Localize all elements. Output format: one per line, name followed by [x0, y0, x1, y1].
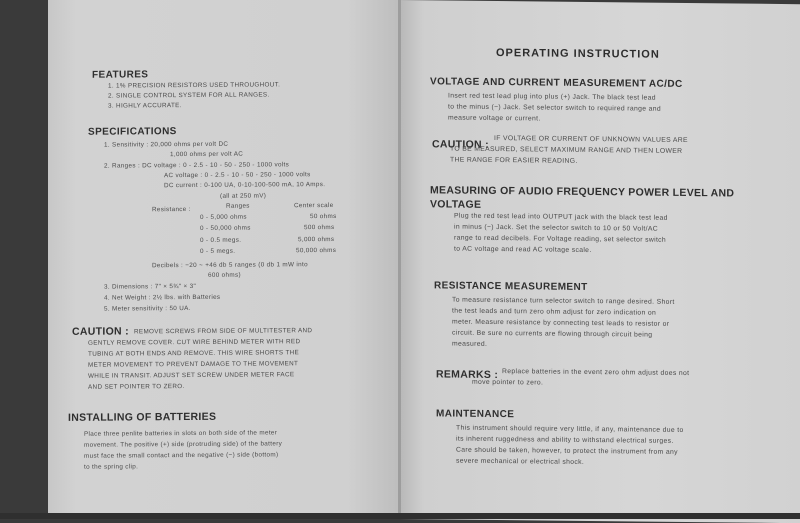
audio-line: Plug the red test lead into OUTPUT jack with the black test lead [454, 212, 668, 222]
caution-line: THE RANGE FOR EASIER READING. [450, 156, 578, 165]
resistance-line: measured. [452, 340, 488, 348]
audio-line: range to read decibels. For Voltage reading, set selector switch [454, 234, 667, 244]
resistance-range: 0 - 50,000 ohms [200, 224, 251, 232]
maintenance-line: Care should be taken, however, to protect the instrument from any [456, 446, 678, 456]
batteries-line: must face the small contact and the negative (−) side (bottom) [84, 451, 279, 460]
caution-line: TO BE MEASURED, SELECT MAXIMUM RANGE AND THEN LOWER [450, 145, 683, 155]
voltage-current-line: to the minus (−) Jack. Set selector switch to required range and [448, 103, 661, 113]
left-page [48, 0, 400, 519]
dimensions-line: 3. Dimensions : 7" × 5¾" × 3" [104, 282, 197, 291]
spec-line: AC voltage : 0 - 2.5 - 10 - 50 - 250 - 1000 volts [164, 171, 311, 180]
maintenance-line: severe mechanical or electrical shock. [456, 457, 585, 466]
resistance-line: circuit. Be sure no currents are flowing through circuit being [452, 329, 653, 339]
remarks-label: REMARKS : [436, 368, 499, 382]
resistance-center: 50 ohms [310, 212, 337, 221]
resistance-center: 5,000 ohms [298, 236, 335, 244]
audio-line: to AC voltage and read AC voltage scale. [454, 245, 592, 255]
batteries-line: Place three penlite batteries in slots on both side of the meter [84, 429, 278, 438]
spec-line: 1. Sensitivity : 20,000 ohms per volt DC [104, 140, 229, 149]
decibels-line-cont: 600 ohms) [208, 271, 241, 279]
spec-line: 2. Ranges : DC voltage : 0 - 2.5 - 10 - 50 - 250 - 1000 volts [104, 161, 290, 170]
specifications-heading: SPECIFICATIONS [88, 126, 177, 138]
caution-line: AND SET POINTER TO ZERO. [88, 383, 185, 391]
voltage-current-heading: VOLTAGE AND CURRENT MEASUREMENT AC/DC [430, 76, 683, 90]
caution-line: WHILE IN TRANSIT. ADJUST SET SCREW UNDER METER FACE [88, 371, 295, 380]
batteries-line: to the spring clip. [84, 463, 139, 471]
feature-item: 3. HIGHLY ACCURATE. [108, 102, 182, 110]
feature-item: 1. 1% PRECISION RESISTORS USED THROUGHOUT. [108, 81, 281, 90]
maintenance-line: This instrument should require very little, if any, maintenance due to [456, 424, 684, 434]
feature-item: 2. SINGLE CONTROL SYSTEM FOR ALL RANGES. [108, 91, 270, 100]
voltage-current-line: Insert red test lead plug into plus (+) Jack. The black test lead [448, 92, 656, 102]
audio-line: in minus (−) Jack. Set the selector switch to 10 or 50 Volt/AC [454, 223, 658, 233]
book-spine [398, 0, 401, 519]
resistance-range: 0 - 5 megs. [200, 247, 236, 255]
remarks-line: Replace batteries in the event zero ohm adjust does not [502, 368, 690, 378]
voltage-current-line: measure voltage or current. [448, 114, 541, 123]
caution-line: GENTLY REMOVE COVER. CUT WIRE BEHIND METER WITH RED [88, 338, 301, 347]
resistance-center: 50,000 ohms [296, 246, 337, 255]
background-bottom [0, 513, 800, 519]
resistance-label: Resistance : [152, 206, 191, 214]
caution-line: REMOVE SCREWS FROM SIDE OF MULTITESTER AND [134, 327, 313, 336]
resistance-line: the test leads and turn zero ohm adjust for zero indication on [452, 307, 657, 317]
ranges-header: Ranges [226, 202, 250, 210]
batteries-heading: INSTALLING OF BATTERIES [68, 410, 217, 424]
spec-line: (all at 250 mV) [220, 192, 267, 200]
features-heading: FEATURES [92, 69, 149, 81]
remarks-line: move pointer to zero. [472, 378, 544, 387]
resistance-center: 500 ohms [304, 224, 335, 232]
meter-sensitivity-line: 5. Meter sensitivity : 50 UA. [104, 305, 191, 313]
maintenance-line: its inherent ruggedness and ability to withstand electrical surges. [456, 435, 674, 445]
resistance-line: meter. Measure resistance by connecting test leads to resistor or [452, 318, 670, 328]
page-title: OPERATING INSTRUCTION [496, 47, 660, 61]
audio-heading: MEASURING OF AUDIO FREQUENCY POWER LEVEL AND [430, 184, 735, 200]
batteries-line: movement. The positive (+) side (protruding side) of the battery [84, 440, 283, 449]
center-scale-header: Center scale [294, 202, 334, 210]
resistance-range: 0 - 0.5 megs. [200, 236, 242, 244]
decibels-line: Decibels : −20 ~ +46 db 5 ranges (0 db 1 mW into [152, 261, 308, 270]
caution-line: METER MOVEMENT TO PREVENT DAMAGE TO THE MOVEMENT [88, 360, 299, 369]
weight-line: 4. Net Weight : 2½ lbs. with Batteries [104, 293, 221, 302]
caution-line: IF VOLTAGE OR CURRENT OF UNKNOWN VALUES ARE [494, 134, 688, 145]
caution-label: CAUTION : [432, 138, 489, 151]
spec-line: 1,000 ohms per volt AC [170, 150, 244, 159]
caution-line: TUBING AT BOTH ENDS AND REMOVE. THIS WIRE SHORTS THE [88, 349, 300, 358]
resistance-range: 0 - 5,000 ohms [200, 213, 247, 221]
audio-heading-cont: VOLTAGE [430, 198, 482, 211]
spec-line: DC current : 0-100 UA, 0-10-100-500 mA, 10 Amps. [164, 181, 326, 190]
resistance-line: To measure resistance turn selector switch to range desired. Short [452, 296, 675, 306]
maintenance-heading: MAINTENANCE [436, 408, 515, 421]
caution-label: CAUTION : [72, 325, 129, 338]
resistance-heading: RESISTANCE MEASUREMENT [434, 280, 588, 293]
right-page [400, 0, 800, 523]
